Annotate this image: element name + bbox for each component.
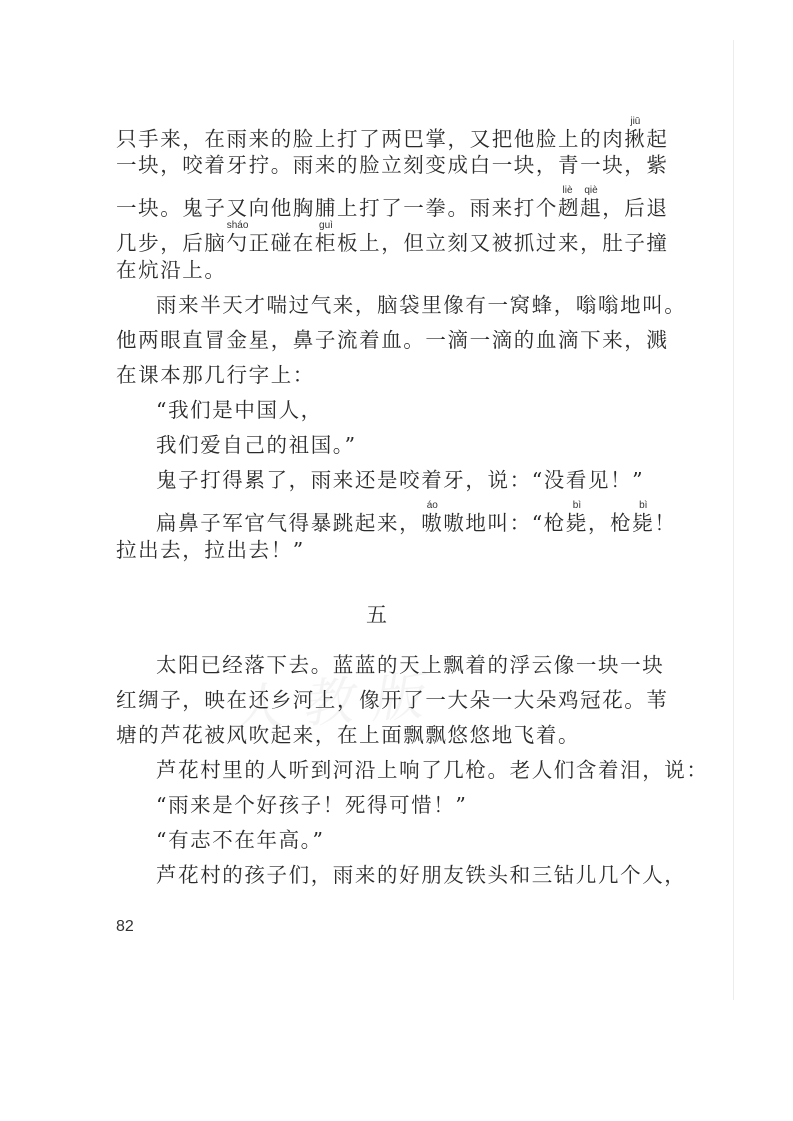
- text-line-8: 在课本那几行字上：: [116, 363, 315, 387]
- text-line-11: 鬼子打得累了，雨来还是咬着牙，说：“没看见！”: [156, 468, 645, 492]
- ruby-ao: 嗷áo: [421, 500, 444, 535]
- text-line-5: 在炕沿上。: [116, 258, 227, 282]
- text-line-2: 一块，咬着牙拧。雨来的脸立刻变成白一块，青一块，紫: [116, 153, 669, 177]
- section-heading: 五: [366, 603, 387, 627]
- text-line-15: 红绸子，映在还乡河上，像开了一大朵一大朵鸡冠花。苇: [116, 688, 669, 712]
- ruby-bi-2: 毙bì: [632, 500, 655, 535]
- text-line-19: “有志不在年高。”: [156, 828, 325, 852]
- text-line-20: 芦花村的孩子们，雨来的好朋友铁头和三钻儿几个人，: [156, 863, 687, 887]
- ruby-bi: 毙bì: [565, 500, 589, 535]
- ruby-jiu: 揪jiū: [624, 116, 647, 151]
- text-line-7: 他两眼直冒金星，鼻子流着血。一滴一滴的血滴下来，溅: [116, 328, 669, 352]
- text-line-3: 一块。鬼子又向他胸脯上打了一拳。雨来打个趔趄liè qiè，后退: [116, 185, 669, 220]
- text-line-9: “我们是中国人，: [156, 398, 323, 422]
- text-line-10: 我们爱自己的祖国。”: [156, 433, 357, 457]
- text-line-14: 太阳已经落下去。蓝蓝的天上飘着的浮云像一块一块: [156, 653, 665, 677]
- ruby-shao: 勺sháo: [226, 220, 249, 255]
- text-line-6: 雨来半天才喘过气来，脑袋里像有一窝蜂，嗡嗡地叫。: [156, 293, 687, 317]
- text-line-12: 扁鼻子军官气得暴跳起来，嗷áo嗷地叫：“枪毙bì，枪毙bì！: [156, 500, 677, 535]
- text-line-13: 拉出去，拉出去！”: [116, 538, 305, 562]
- text-line-17: 芦花村里的人听到河沿上响了几枪。老人们含着泪，说：: [156, 758, 709, 782]
- text-line-18: “雨来是个好孩子！死得可惜！”: [156, 793, 468, 817]
- page-edge-line: [733, 40, 734, 1000]
- watermark: [228, 653, 443, 742]
- text-line-4: 几步，后脑勺sháo正碰在柜guì板上，但立刻又被抓过来，肚子撞: [116, 220, 669, 255]
- page-number: 82: [116, 918, 134, 935]
- ruby-gui: 柜guì: [314, 220, 338, 255]
- text-line-16: 塘的芦花被风吹起来，在上面飘飘悠悠地飞着。: [116, 723, 581, 747]
- text-line-1: 只手来，在雨来的脸上打了两巴掌，又把他脸上的肉揪jiū起: [116, 116, 669, 151]
- ruby-lieqie: 趔趄liè qiè: [558, 185, 603, 220]
